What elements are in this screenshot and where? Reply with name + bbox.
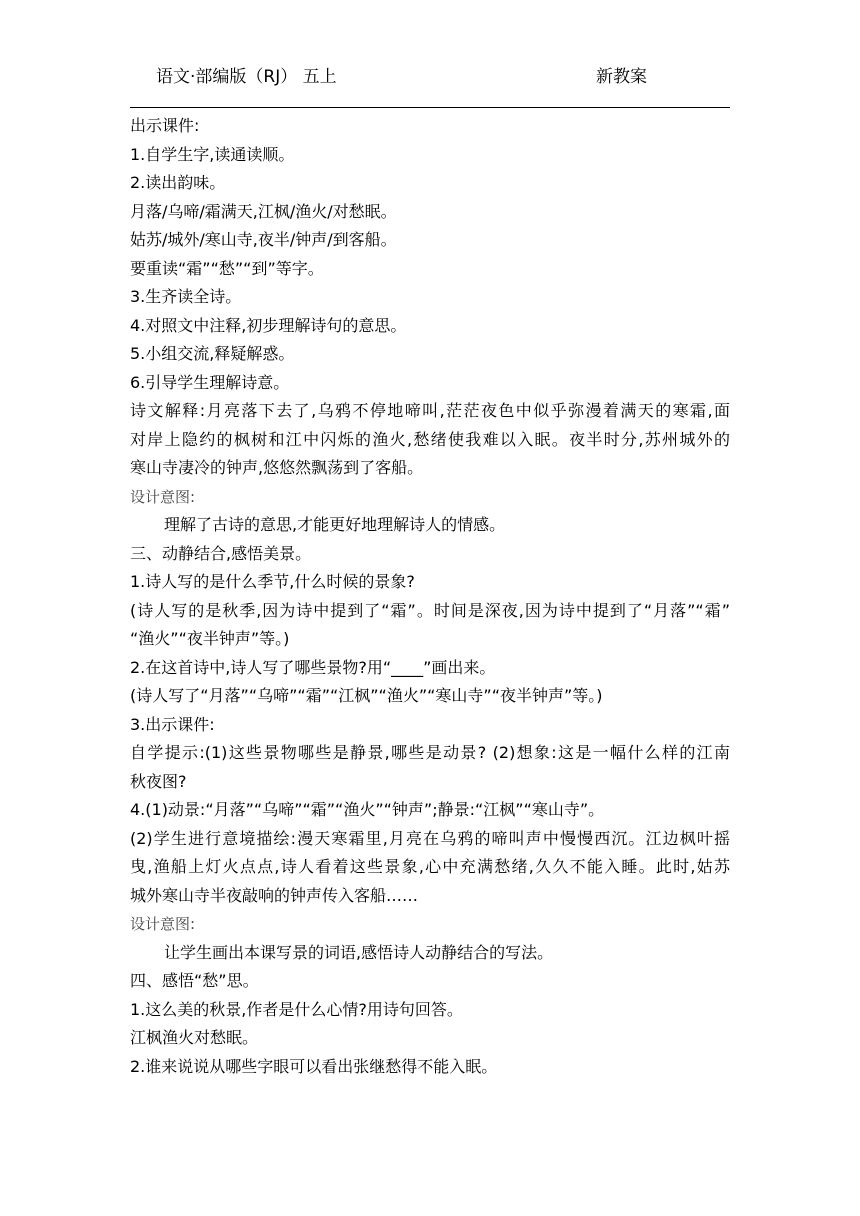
text-line: 要重读“霜”“愁”“到”等字。 <box>130 258 324 278</box>
header-doc-type: 新教案 <box>596 67 647 87</box>
text-line: 1.诗人写的是什么季节,什么时候的景象? <box>130 572 415 591</box>
text-line: 月落/乌啼/霜满天,江枫/渔火/对愁眠。 <box>130 201 397 221</box>
text-line: 自学提示:(1)这些景物哪些是静景,哪些是动景? (2)想象:这是一幅什么样的江南 <box>130 743 730 762</box>
text-line: 2.在这首诗中,诗人写了哪些景物?用“____”画出来。 <box>130 657 496 677</box>
text-line: 2.读出韵味。 <box>130 173 226 192</box>
text-line: 出示课件: <box>130 116 200 135</box>
text-line: (2)学生进行意境描绘:漫天寒霜里,月亮在乌鸦的啼叫声中慢慢西沉。江边枫叶摇 <box>130 828 730 848</box>
text-line: 2.谁来说说从哪些字眼可以看出张继愁得不能入眠。 <box>130 1056 498 1076</box>
text-line: 秋夜图? <box>130 771 187 791</box>
page-header <box>130 62 730 92</box>
text-line: 1.这么美的秋景,作者是什么心情?用诗句回答。 <box>130 999 463 1019</box>
text-line: 江枫渔火对愁眠。 <box>130 1028 259 1047</box>
text-line: 5.小组交流,释疑解惑。 <box>130 344 295 363</box>
text-line: 4.(1)动景:“月落”“乌啼”“霜”“渔火”“钟声”;静景:“江枫”“寒山寺”。 <box>130 800 605 819</box>
text-line: 曳,渔船上灯火点点,诗人看着这些景象,心中充满愁绪,久久不能入睡。此时,姑苏 <box>130 857 730 876</box>
text-line: 寒山寺凄冷的钟声,悠悠然飘荡到了客船。 <box>130 458 424 477</box>
text-line: 6.引导学生理解诗意。 <box>130 372 290 392</box>
text-line: 诗文解释:月亮落下去了,乌鸦不停地啼叫,茫茫夜色中似乎弥漫着满天的寒霜,面 <box>130 401 730 420</box>
text-line: 四、感悟“愁”思。 <box>130 971 259 990</box>
lesson-body <box>130 112 730 1081</box>
text-line: 1.自学生字,读通读顺。 <box>130 144 295 164</box>
text-line: 理解了古诗的意思,才能更好地理解诗人的情感。 <box>164 515 506 534</box>
design-intent-label: 设计意图: <box>130 915 196 933</box>
header-divider <box>130 107 730 108</box>
text-line: 3.生齐读全诗。 <box>130 287 242 306</box>
text-line: 城外寒山寺半夜敲响的钟声传入客船…… <box>130 885 419 905</box>
design-intent-label: 设计意图: <box>130 487 196 506</box>
text-line: 姑苏/城外/寒山寺,夜半/钟声/到客船。 <box>130 230 397 249</box>
text-line: 三、动静结合,感悟美景。 <box>130 543 312 563</box>
text-line: 3.出示课件: <box>130 714 215 734</box>
text-line: (诗人写的是秋季,因为诗中提到了“霜”。时间是深夜,因为诗中提到了“月落”“霜” <box>130 600 730 620</box>
text-line: (诗人写了“月落”“乌啼”“霜”“江枫”“渔火”“寒山寺”“夜半钟声”等。) <box>130 686 603 705</box>
text-line: 对岸上隐约的枫树和江中闪烁的渔火,愁绪使我难以入眠。夜半时分,苏州城外的 <box>130 429 730 449</box>
text-line: 让学生画出本课写景的词语,感悟诗人动静结合的写法。 <box>164 942 554 962</box>
header-subject: 语文·部编版（RJ） 五上 <box>156 67 337 87</box>
text-line: 4.对照文中注释,初步理解诗句的意思。 <box>130 315 407 335</box>
text-line: “渔火”“夜半钟声”等。) <box>130 629 290 648</box>
